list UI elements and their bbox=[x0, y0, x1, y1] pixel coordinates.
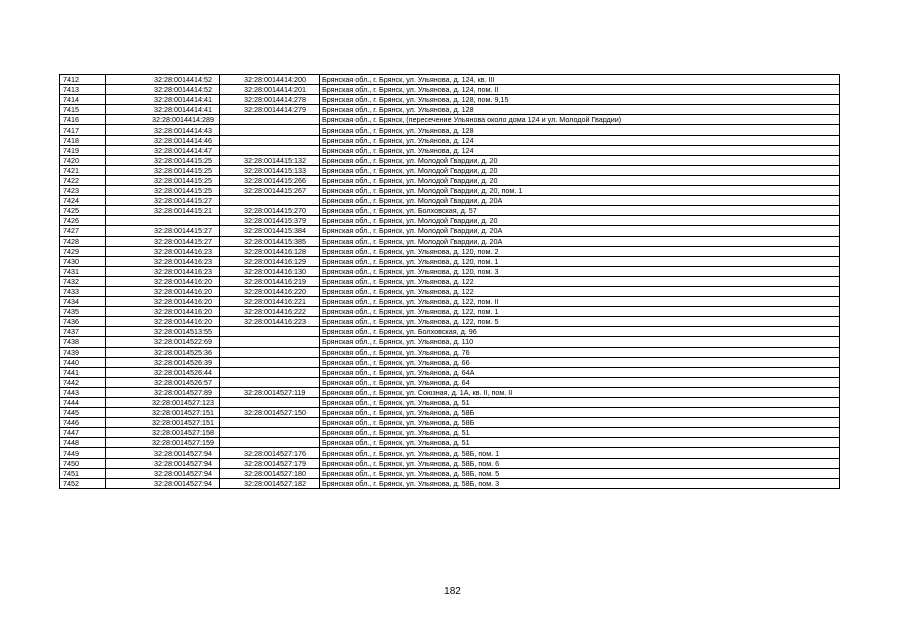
table-row bbox=[60, 347, 840, 357]
registry-table bbox=[59, 74, 840, 489]
address-cell: Брянская обл., г. Брянск, ул. Ульянова, д. 124, кв. III bbox=[320, 75, 840, 85]
table-row bbox=[60, 458, 840, 468]
row-number-cell: 7443 bbox=[60, 387, 106, 397]
object-cadastral-number-cell bbox=[220, 337, 320, 347]
row-number-cell: 7420 bbox=[60, 155, 106, 165]
object-cadastral-number-cell bbox=[220, 398, 320, 408]
address-cell: Брянская обл., г. Брянск, ул. Ульянова, д. 122, пом. 5 bbox=[320, 317, 840, 327]
land-cadastral-number-cell: 32:28:0014527:89 bbox=[106, 387, 220, 397]
table-row bbox=[60, 105, 840, 115]
row-number-cell: 7427 bbox=[60, 226, 106, 236]
table-row bbox=[60, 125, 840, 135]
object-cadastral-number-cell: 32:28:0014416:130 bbox=[220, 266, 320, 276]
row-number-cell: 7423 bbox=[60, 186, 106, 196]
table-row bbox=[60, 367, 840, 377]
row-number-cell: 7450 bbox=[60, 458, 106, 468]
land-cadastral-number-cell: 32:28:0014416:23 bbox=[106, 266, 220, 276]
row-number-cell: 7446 bbox=[60, 418, 106, 428]
table-row bbox=[60, 408, 840, 418]
land-cadastral-number-cell: 32:28:0014513:55 bbox=[106, 327, 220, 337]
row-number-cell: 7430 bbox=[60, 256, 106, 266]
row-number-cell: 7451 bbox=[60, 468, 106, 478]
object-cadastral-number-cell bbox=[220, 347, 320, 357]
row-number-cell: 7448 bbox=[60, 438, 106, 448]
land-cadastral-number-cell: 32:28:0014414:46 bbox=[106, 135, 220, 145]
land-cadastral-number-cell: 32:28:0014414:289 bbox=[106, 115, 220, 125]
object-cadastral-number-cell: 32:28:0014416:219 bbox=[220, 276, 320, 286]
object-cadastral-number-cell: 32:28:0014416:129 bbox=[220, 256, 320, 266]
table-row bbox=[60, 115, 840, 125]
address-cell: Брянская обл., г. Брянск, (пересечение Ульянова около дома 124 и ул. Молодой Гвардии) bbox=[320, 115, 840, 125]
row-number-cell: 7436 bbox=[60, 317, 106, 327]
address-cell: Брянская обл., г. Брянск, ул. Ульянова, д. 120, пом. 2 bbox=[320, 246, 840, 256]
land-cadastral-number-cell: 32:28:0014527:94 bbox=[106, 478, 220, 488]
address-cell: Брянская обл., г. Брянск, ул. Ульянова, д. 58Б, пом. 1 bbox=[320, 448, 840, 458]
table-row bbox=[60, 246, 840, 256]
land-cadastral-number-cell: 32:28:0014415:25 bbox=[106, 155, 220, 165]
land-cadastral-number-cell: 32:28:0014414:41 bbox=[106, 105, 220, 115]
land-cadastral-number-cell: 32:28:0014415:25 bbox=[106, 186, 220, 196]
address-cell: Брянская обл., г. Брянск, ул. Ульянова, д. 128 bbox=[320, 105, 840, 115]
table-row bbox=[60, 297, 840, 307]
land-cadastral-number-cell: 32:28:0014416:20 bbox=[106, 286, 220, 296]
object-cadastral-number-cell: 32:28:0014415:385 bbox=[220, 236, 320, 246]
object-cadastral-number-cell bbox=[220, 327, 320, 337]
object-cadastral-number-cell bbox=[220, 438, 320, 448]
table-row bbox=[60, 276, 840, 286]
object-cadastral-number-cell: 32:28:0014416:220 bbox=[220, 286, 320, 296]
land-cadastral-number-cell: 32:28:0014414:47 bbox=[106, 145, 220, 155]
object-cadastral-number-cell bbox=[220, 196, 320, 206]
row-number-cell: 7452 bbox=[60, 478, 106, 488]
address-cell: Брянская обл., г. Брянск, ул. Ульянова, д. 120, пом. 1 bbox=[320, 256, 840, 266]
address-cell: Брянская обл., г. Брянск, ул. Ульянова, д. 58Б, пом. 5 bbox=[320, 468, 840, 478]
object-cadastral-number-cell bbox=[220, 125, 320, 135]
object-cadastral-number-cell: 32:28:0014414:201 bbox=[220, 85, 320, 95]
address-cell: Брянская обл., г. Брянск, ул. Ульянова, д. 122, пом. II bbox=[320, 297, 840, 307]
table-row bbox=[60, 256, 840, 266]
table-row bbox=[60, 428, 840, 438]
row-number-cell: 7412 bbox=[60, 75, 106, 85]
object-cadastral-number-cell bbox=[220, 145, 320, 155]
table-row bbox=[60, 438, 840, 448]
row-number-cell: 7416 bbox=[60, 115, 106, 125]
land-cadastral-number-cell: 32:28:0014527:159 bbox=[106, 438, 220, 448]
object-cadastral-number-cell: 32:28:0014416:221 bbox=[220, 297, 320, 307]
land-cadastral-number-cell: 32:28:0014522:69 bbox=[106, 337, 220, 347]
address-cell: Брянская обл., г. Брянск, ул. Ульянова, д. 110 bbox=[320, 337, 840, 347]
object-cadastral-number-cell bbox=[220, 367, 320, 377]
row-number-cell: 7419 bbox=[60, 145, 106, 155]
object-cadastral-number-cell bbox=[220, 428, 320, 438]
land-cadastral-number-cell: 32:28:0014527:94 bbox=[106, 468, 220, 478]
land-cadastral-number-cell: 32:28:0014416:20 bbox=[106, 307, 220, 317]
land-cadastral-number-cell: 32:28:0014527:151 bbox=[106, 408, 220, 418]
land-cadastral-number-cell: 32:28:0014416:23 bbox=[106, 256, 220, 266]
table-row bbox=[60, 95, 840, 105]
table-row bbox=[60, 387, 840, 397]
table-row bbox=[60, 236, 840, 246]
object-cadastral-number-cell bbox=[220, 357, 320, 367]
table-row bbox=[60, 377, 840, 387]
row-number-cell: 7424 bbox=[60, 196, 106, 206]
land-cadastral-number-cell: 32:28:0014527:94 bbox=[106, 448, 220, 458]
address-cell: Брянская обл., г. Брянск, ул. Болховская, д. 57 bbox=[320, 206, 840, 216]
address-cell: Брянская обл., г. Брянск, ул. Ульянова, д. 64 bbox=[320, 377, 840, 387]
object-cadastral-number-cell: 32:28:0014527:150 bbox=[220, 408, 320, 418]
row-number-cell: 7428 bbox=[60, 236, 106, 246]
table-row bbox=[60, 196, 840, 206]
land-cadastral-number-cell: 32:28:0014526:39 bbox=[106, 357, 220, 367]
row-number-cell: 7426 bbox=[60, 216, 106, 226]
address-cell: Брянская обл., г. Брянск, ул. Молодой Гвардии, д. 20 bbox=[320, 216, 840, 226]
row-number-cell: 7435 bbox=[60, 307, 106, 317]
land-cadastral-number-cell: 32:28:0014415:27 bbox=[106, 226, 220, 236]
object-cadastral-number-cell bbox=[220, 418, 320, 428]
table-row bbox=[60, 186, 840, 196]
address-cell: Брянская обл., г. Брянск, ул. Молодой Гвардии, д. 20А bbox=[320, 196, 840, 206]
address-cell: Брянская обл., г. Брянск, ул. Молодой Гвардии, д. 20, пом. 1 bbox=[320, 186, 840, 196]
address-cell: Брянская обл., г. Брянск, ул. Ульянова, д. 51 bbox=[320, 428, 840, 438]
land-cadastral-number-cell: 32:28:0014414:52 bbox=[106, 75, 220, 85]
land-cadastral-number-cell: 32:28:0014414:43 bbox=[106, 125, 220, 135]
object-cadastral-number-cell: 32:28:0014414:278 bbox=[220, 95, 320, 105]
address-cell: Брянская обл., г. Брянск, ул. Молодой Гвардии, д. 20 bbox=[320, 155, 840, 165]
land-cadastral-number-cell: 32:28:0014415:25 bbox=[106, 175, 220, 185]
table-row bbox=[60, 85, 840, 95]
land-cadastral-number-cell: 32:28:0014527:151 bbox=[106, 418, 220, 428]
address-cell: Брянская обл., г. Брянск, ул. Ульянова, д. 120, пом. 3 bbox=[320, 266, 840, 276]
row-number-cell: 7431 bbox=[60, 266, 106, 276]
table-row bbox=[60, 418, 840, 428]
object-cadastral-number-cell: 32:28:0014416:128 bbox=[220, 246, 320, 256]
table-row bbox=[60, 317, 840, 327]
row-number-cell: 7415 bbox=[60, 105, 106, 115]
land-cadastral-number-cell: 32:28:0014415:21 bbox=[106, 206, 220, 216]
address-cell: Брянская обл., г. Брянск, ул. Ульянова, д. 58Б bbox=[320, 418, 840, 428]
object-cadastral-number-cell: 32:28:0014414:279 bbox=[220, 105, 320, 115]
row-number-cell: 7418 bbox=[60, 135, 106, 145]
table-row bbox=[60, 286, 840, 296]
land-cadastral-number-cell: 32:28:0014526:44 bbox=[106, 367, 220, 377]
land-cadastral-number-cell: 32:28:0014416:20 bbox=[106, 317, 220, 327]
object-cadastral-number-cell bbox=[220, 377, 320, 387]
address-cell: Брянская обл., г. Брянск, ул. Ульянова, д. 122, пом. 1 bbox=[320, 307, 840, 317]
land-cadastral-number-cell: 32:28:0014527:94 bbox=[106, 458, 220, 468]
row-number-cell: 7413 bbox=[60, 85, 106, 95]
row-number-cell: 7437 bbox=[60, 327, 106, 337]
object-cadastral-number-cell: 32:28:0014416:222 bbox=[220, 307, 320, 317]
row-number-cell: 7441 bbox=[60, 367, 106, 377]
object-cadastral-number-cell: 32:28:0014415:379 bbox=[220, 216, 320, 226]
table-row bbox=[60, 327, 840, 337]
address-cell: Брянская обл., г. Брянск, ул. Ульянова, д. 58Б, пом. 3 bbox=[320, 478, 840, 488]
land-cadastral-number-cell: 32:28:0014415:25 bbox=[106, 165, 220, 175]
object-cadastral-number-cell: 32:28:0014415:266 bbox=[220, 175, 320, 185]
land-cadastral-number-cell: 32:28:0014416:20 bbox=[106, 276, 220, 286]
table-row bbox=[60, 155, 840, 165]
table-row bbox=[60, 357, 840, 367]
address-cell: Брянская обл., г. Брянск, ул. Молодой Гвардии, д. 20 bbox=[320, 175, 840, 185]
row-number-cell: 7445 bbox=[60, 408, 106, 418]
row-number-cell: 7440 bbox=[60, 357, 106, 367]
address-cell: Брянская обл., г. Брянск, ул. Ульянова, д. 122 bbox=[320, 276, 840, 286]
table-row bbox=[60, 468, 840, 478]
object-cadastral-number-cell: 32:28:0014416:223 bbox=[220, 317, 320, 327]
object-cadastral-number-cell: 32:28:0014527:179 bbox=[220, 458, 320, 468]
row-number-cell: 7425 bbox=[60, 206, 106, 216]
table-row bbox=[60, 337, 840, 347]
address-cell: Брянская обл., г. Брянск, ул. Ульянова, д. 76 bbox=[320, 347, 840, 357]
object-cadastral-number-cell: 32:28:0014415:270 bbox=[220, 206, 320, 216]
object-cadastral-number-cell: 32:28:0014415:267 bbox=[220, 186, 320, 196]
table-row bbox=[60, 216, 840, 226]
row-number-cell: 7433 bbox=[60, 286, 106, 296]
table-row bbox=[60, 175, 840, 185]
table-row bbox=[60, 206, 840, 216]
address-cell: Брянская обл., г. Брянск, ул. Молодой Гвардии, д. 20 bbox=[320, 165, 840, 175]
object-cadastral-number-cell: 32:28:0014527:119 bbox=[220, 387, 320, 397]
address-cell: Брянская обл., г. Брянск, ул. Ульянова, д. 51 bbox=[320, 438, 840, 448]
land-cadastral-number-cell: 32:28:0014414:52 bbox=[106, 85, 220, 95]
address-cell: Брянская обл., г. Брянск, ул. Ульянова, д. 51 bbox=[320, 398, 840, 408]
table-row bbox=[60, 266, 840, 276]
object-cadastral-number-cell: 32:28:0014527:176 bbox=[220, 448, 320, 458]
table-row bbox=[60, 145, 840, 155]
row-number-cell: 7442 bbox=[60, 377, 106, 387]
row-number-cell: 7444 bbox=[60, 398, 106, 408]
address-cell: Брянская обл., г. Брянск, ул. Молодой Гвардии, д. 20А bbox=[320, 226, 840, 236]
object-cadastral-number-cell: 32:28:0014527:182 bbox=[220, 478, 320, 488]
registry-table-body bbox=[60, 75, 840, 489]
object-cadastral-number-cell: 32:28:0014415:384 bbox=[220, 226, 320, 236]
object-cadastral-number-cell: 32:28:0014527:180 bbox=[220, 468, 320, 478]
row-number-cell: 7414 bbox=[60, 95, 106, 105]
address-cell: Брянская обл., г. Брянск, ул. Ульянова, д. 124 bbox=[320, 145, 840, 155]
table-row bbox=[60, 165, 840, 175]
row-number-cell: 7438 bbox=[60, 337, 106, 347]
land-cadastral-number-cell: 32:28:0014525:36 bbox=[106, 347, 220, 357]
table-row bbox=[60, 307, 840, 317]
address-cell: Брянская обл., г. Брянск, ул. Ульянова, д. 128 bbox=[320, 125, 840, 135]
address-cell: Брянская обл., г. Брянск, ул. Молодой Гвардии, д. 20А bbox=[320, 236, 840, 246]
address-cell: Брянская обл., г. Брянск, ул. Ульянова, д. 64А bbox=[320, 367, 840, 377]
address-cell: Брянская обл., г. Брянск, ул. Ульянова, д. 128, пом. 9,15 bbox=[320, 95, 840, 105]
land-cadastral-number-cell: 32:28:0014415:27 bbox=[106, 236, 220, 246]
address-cell: Брянская обл., г. Брянск, ул. Ульянова, д. 124 bbox=[320, 135, 840, 145]
row-number-cell: 7439 bbox=[60, 347, 106, 357]
land-cadastral-number-cell: 32:28:0014526:57 bbox=[106, 377, 220, 387]
object-cadastral-number-cell bbox=[220, 115, 320, 125]
object-cadastral-number-cell: 32:28:0014415:132 bbox=[220, 155, 320, 165]
page-number: 182 bbox=[444, 586, 461, 597]
table-row bbox=[60, 135, 840, 145]
row-number-cell: 7422 bbox=[60, 175, 106, 185]
row-number-cell: 7417 bbox=[60, 125, 106, 135]
address-cell: Брянская обл., г. Брянск, ул. Ульянова, д. 58Б bbox=[320, 408, 840, 418]
land-cadastral-number-cell: 32:28:0014527:123 bbox=[106, 398, 220, 408]
table-row bbox=[60, 478, 840, 488]
row-number-cell: 7449 bbox=[60, 448, 106, 458]
land-cadastral-number-cell: 32:28:0014415:27 bbox=[106, 196, 220, 206]
address-cell: Брянская обл., г. Брянск, ул. Ульянова, д. 122 bbox=[320, 286, 840, 296]
address-cell: Брянская обл., г. Брянск, ул. Болховская, д. 96 bbox=[320, 327, 840, 337]
table-row bbox=[60, 398, 840, 408]
row-number-cell: 7429 bbox=[60, 246, 106, 256]
land-cadastral-number-cell: 32:28:0014416:20 bbox=[106, 297, 220, 307]
land-cadastral-number-cell: 32:28:0014527:158 bbox=[106, 428, 220, 438]
land-cadastral-number-cell: 32:28:0014414:41 bbox=[106, 95, 220, 105]
row-number-cell: 7434 bbox=[60, 297, 106, 307]
object-cadastral-number-cell bbox=[220, 135, 320, 145]
table-row bbox=[60, 226, 840, 236]
row-number-cell: 7432 bbox=[60, 276, 106, 286]
table-row bbox=[60, 75, 840, 85]
address-cell: Брянская обл., г. Брянск, ул. Ульянова, д. 66 bbox=[320, 357, 840, 367]
address-cell: Брянская обл., г. Брянск, ул. Ульянова, д. 58Б, пом. 6 bbox=[320, 458, 840, 468]
object-cadastral-number-cell: 32:28:0014415:133 bbox=[220, 165, 320, 175]
land-cadastral-number-cell bbox=[106, 216, 220, 226]
row-number-cell: 7447 bbox=[60, 428, 106, 438]
land-cadastral-number-cell: 32:28:0014416:23 bbox=[106, 246, 220, 256]
row-number-cell: 7421 bbox=[60, 165, 106, 175]
address-cell: Брянская обл., г. Брянск, ул. Союзная, д. 1А, кв. II, пом. II bbox=[320, 387, 840, 397]
table-row bbox=[60, 448, 840, 458]
object-cadastral-number-cell: 32:28:0014414:200 bbox=[220, 75, 320, 85]
address-cell: Брянская обл., г. Брянск, ул. Ульянова, д. 124, пом. II bbox=[320, 85, 840, 95]
